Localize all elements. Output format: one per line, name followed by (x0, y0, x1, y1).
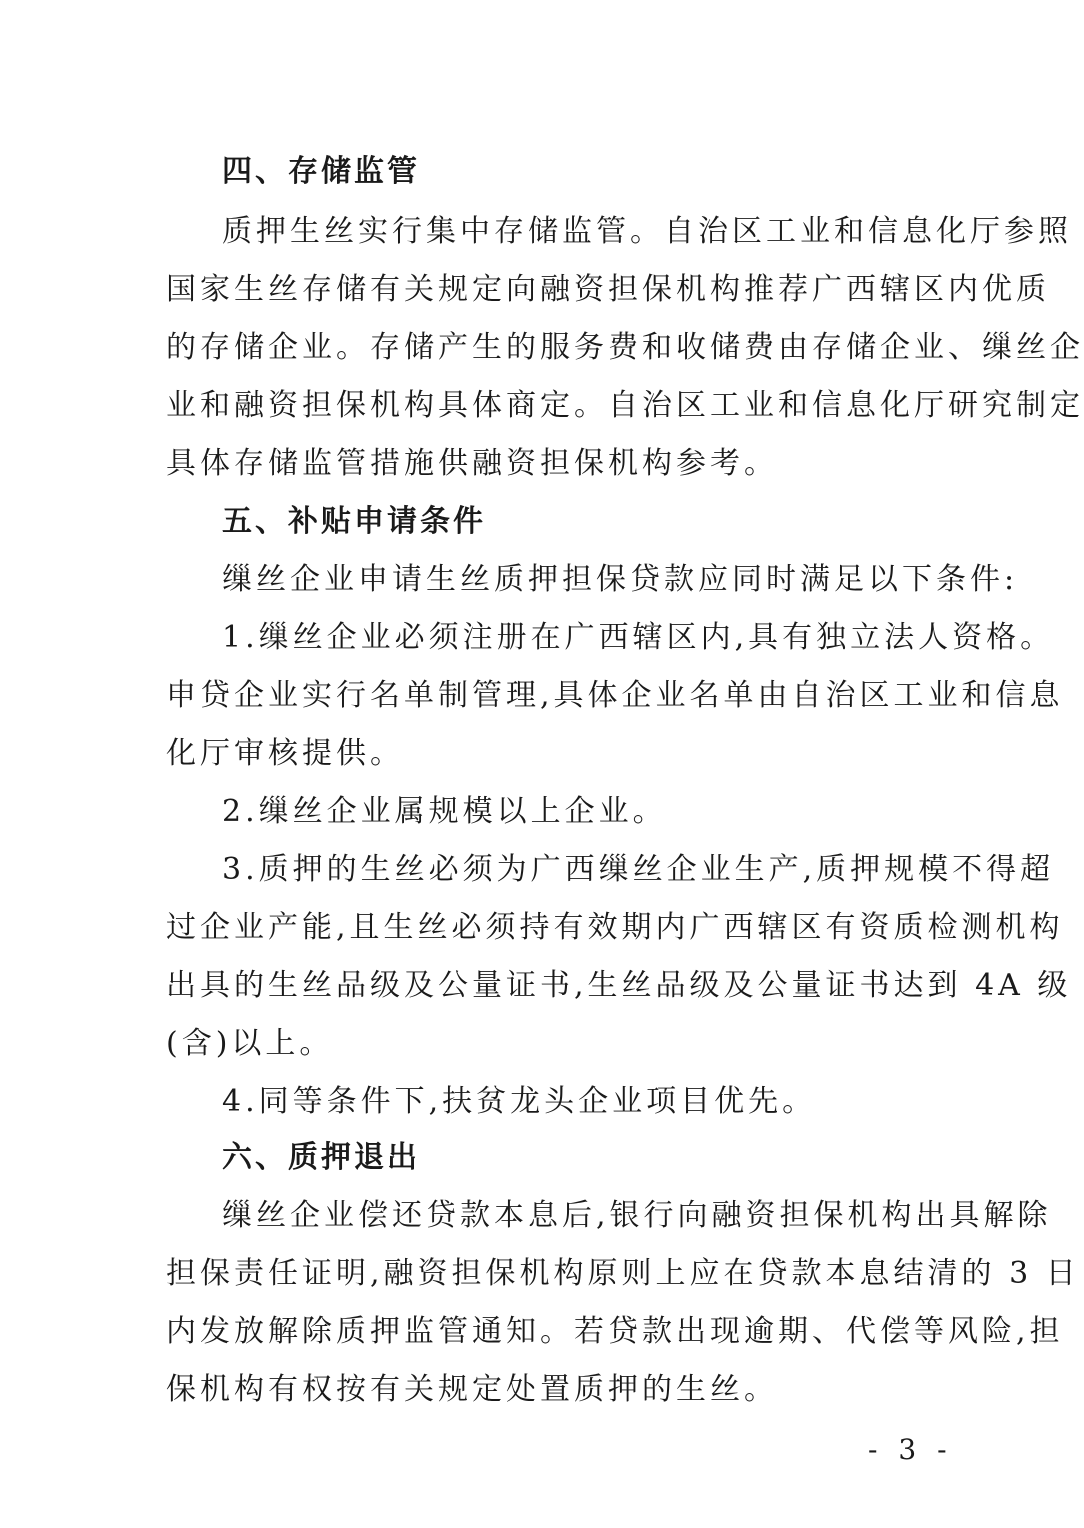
condition-item-1-line: 1.缫丝企业必须注册在广西辖区内,具有独立法人资格。 (222, 620, 1055, 655)
condition-item-3-line: (含)以上。 (166, 1026, 334, 1061)
section-heading-storage: 四、存储监管 (222, 154, 420, 189)
paragraph-line: 业和融资担保机构具体商定。自治区工业和信息化厅研究制定 (166, 388, 1084, 423)
paragraph-line: 缫丝企业偿还贷款本息后,银行向融资担保机构出具解除 (222, 1198, 1052, 1233)
condition-item-1-line: 化厅审核提供。 (166, 736, 404, 771)
paragraph-line: 缫丝企业申请生丝质押担保贷款应同时满足以下条件: (222, 562, 1019, 597)
paragraph-line: 质押生丝实行集中存储监管。自治区工业和信息化厅参照 (222, 214, 1072, 249)
paragraph-line: 担保责任证明,融资担保机构原则上应在贷款本息结清的 3 日 (166, 1256, 1080, 1291)
paragraph-line: 的存储企业。存储产生的服务费和收储费由存储企业、缫丝企 (166, 330, 1084, 365)
section-heading-pledge-exit: 六、质押退出 (222, 1140, 420, 1175)
condition-item-3-line: 3.质押的生丝必须为广西缫丝企业生产,质押规模不得超 (222, 852, 1055, 887)
paragraph-line: 保机构有权按有关规定处置质押的生丝。 (166, 1372, 778, 1407)
condition-item-4: 4.同等条件下,扶贫龙头企业项目优先。 (222, 1084, 817, 1119)
section-heading-subsidy-conditions: 五、补贴申请条件 (222, 504, 486, 539)
paragraph-line: 国家生丝存储有关规定向融资担保机构推荐广西辖区内优质 (166, 272, 1050, 307)
paragraph-line: 具体存储监管措施供融资担保机构参考。 (166, 446, 778, 481)
paragraph-line: 内发放解除质押监管通知。若贷款出现逾期、代偿等风险,担 (166, 1314, 1064, 1349)
condition-item-3-line: 出具的生丝品级及公量证书,生丝品级及公量证书达到 4A 级 (166, 968, 1072, 1003)
condition-item-3-line: 过企业产能,且生丝必须持有效期内广西辖区有资质检测机构 (166, 910, 1064, 945)
condition-item-1-line: 申贷企业实行名单制管理,具体企业名单由自治区工业和信息 (166, 678, 1064, 713)
condition-item-2: 2.缫丝企业属规模以上企业。 (222, 794, 667, 829)
page-number: - 3 - (868, 1433, 953, 1466)
